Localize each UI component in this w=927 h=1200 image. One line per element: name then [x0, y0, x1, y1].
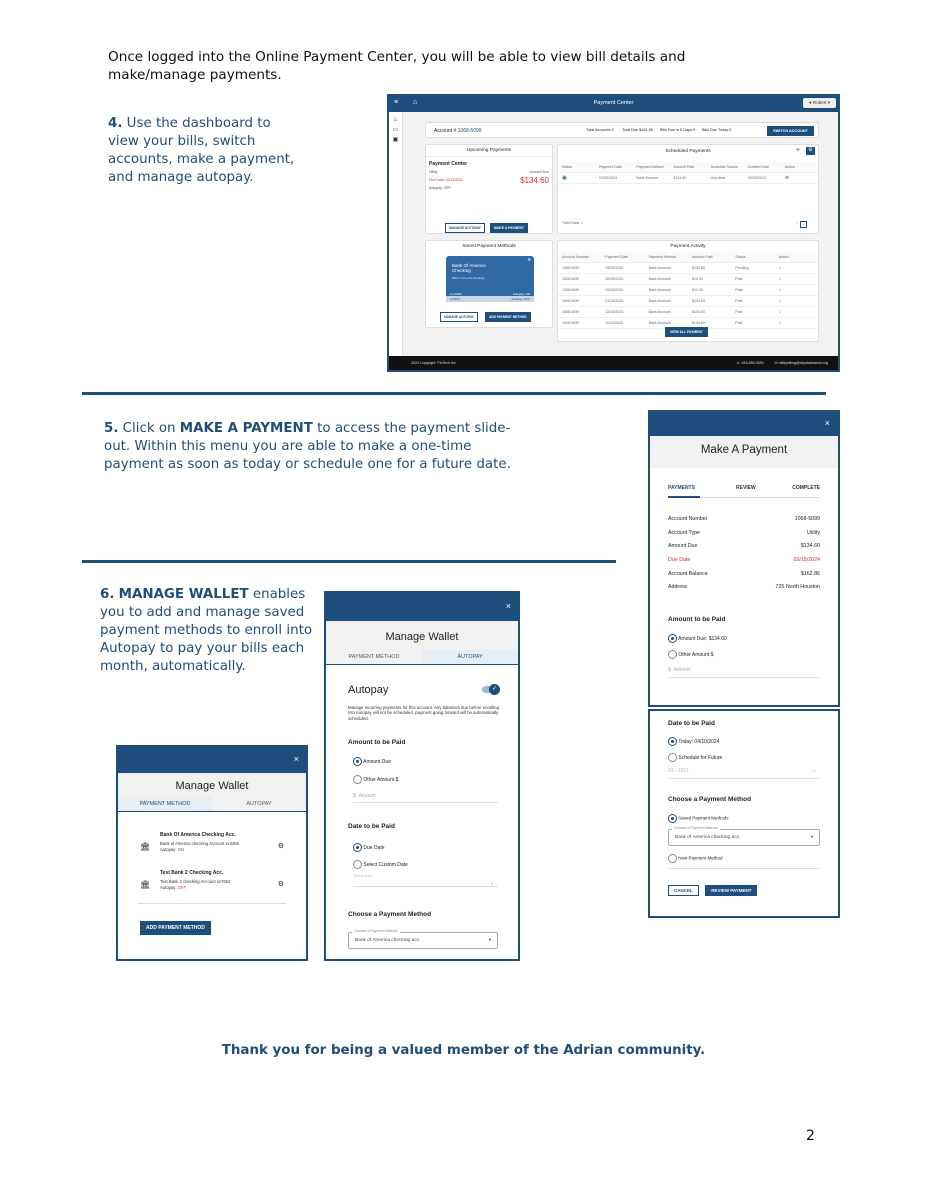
- sch-h-created: Created Date: [747, 165, 770, 169]
- sch-h-status: Status: [562, 165, 573, 169]
- list-item[interactable]: [138, 832, 286, 868]
- table-cell: 1068-5099: [562, 266, 580, 270]
- close-icon[interactable]: ×: [505, 601, 511, 611]
- autopay-status: ON: [177, 847, 184, 852]
- chevron-down-icon: ▼: [488, 937, 492, 942]
- other-amount-option[interactable]: [668, 650, 820, 659]
- activity-rows: [558, 263, 818, 329]
- mp-actions: [668, 879, 820, 897]
- user-menu[interactable]: ● Robert ▾: [803, 98, 836, 108]
- table-row: [558, 263, 818, 274]
- saved-methods-option[interactable]: [668, 814, 820, 823]
- payment-method-list: [118, 812, 306, 904]
- future-label: Schedule for Future: [678, 754, 723, 761]
- wallet-autopay-title: Manage Wallet: [326, 621, 518, 650]
- amount-input[interactable]: $ Amount: [668, 667, 820, 678]
- act-h-4: Status: [735, 255, 746, 259]
- amount-due-option-label: Amount Due: $134.60: [678, 635, 727, 642]
- summary-0: Total Accounts 2: [586, 128, 614, 132]
- bank-card-num: ⊟ x3456: [450, 292, 462, 296]
- upcoming-center: Payment Center: [429, 161, 468, 167]
- table-cell: 02/05/2024: [605, 277, 624, 281]
- email[interactable]: ✉ utilitybilling@cityofadrianmi.org: [774, 361, 828, 365]
- cancel-icon[interactable]: ⊗: [784, 175, 790, 181]
- step-5-number: 5.: [104, 421, 119, 436]
- radio-other-amount[interactable]: [668, 650, 677, 659]
- page-number: 2: [806, 1128, 815, 1144]
- tab-complete[interactable]: COMPLETE: [792, 485, 820, 491]
- dashboard-screenshot: [387, 94, 840, 372]
- download-icon[interactable]: ⇩: [778, 321, 782, 325]
- download-icon[interactable]: ⇩: [778, 266, 782, 270]
- table-cell: Paid: [735, 277, 743, 281]
- detail-label: Account Type: [668, 529, 700, 536]
- method-select-label: Choose a Payment Method: [674, 826, 718, 830]
- amount-placeholder: Amount: [673, 667, 691, 674]
- thank-you-text: Thank you for being a valued member of the Adrian community.: [221, 1043, 706, 1058]
- detail-value: Utility: [807, 529, 820, 536]
- detail-row: [668, 516, 820, 530]
- step-6-bold: MANAGE WALLET: [118, 587, 249, 602]
- method-desc: Test Bank 2 checking Account xx7654: [160, 879, 231, 884]
- wa-custom-date-option[interactable]: [353, 860, 408, 869]
- table-cell: Paid: [735, 321, 743, 325]
- detail-label: Due Date: [668, 557, 691, 564]
- wa-amount-due-option[interactable]: [353, 757, 391, 766]
- detail-label: Address: [668, 584, 688, 591]
- wa-date-section: Date to be Paid: [348, 823, 395, 830]
- wa-amount-input[interactable]: $ Amount: [353, 793, 498, 803]
- step-5-pre: Click on: [122, 421, 176, 436]
- intro-text: Once logged into the Online Payment Center, you will be able to view bill details and make/manage payments.: [108, 49, 686, 83]
- bank-card-autopay: Autopay: ON: [512, 292, 530, 296]
- detail-value: $134.60: [800, 543, 820, 550]
- divider-2: [82, 560, 616, 563]
- manage-autopay-button[interactable]: MANAGE AUTOPAY: [445, 223, 485, 233]
- sch-cell: 03/05/2024: [747, 176, 766, 180]
- wa-other-amount-label: Other Amount $: [363, 776, 399, 783]
- table-row: [558, 307, 818, 318]
- detail-row: [668, 571, 820, 585]
- step-4-text: [108, 115, 298, 187]
- table-cell: 1068-5099: [562, 310, 580, 314]
- other-amount-label: Other Amount $: [678, 651, 714, 658]
- sch-h-action: Action: [784, 165, 795, 169]
- table-cell: $10.91: [691, 277, 703, 281]
- detail-row: [668, 543, 820, 557]
- scheduled-header-row: [558, 162, 818, 173]
- table-cell: Bank Account: [648, 321, 671, 325]
- scheduled-footer: Total Rows: 1: [562, 221, 584, 225]
- wa-select-date-label: Select Date: [353, 874, 373, 878]
- bill-icon[interactable]: ▭: [392, 127, 399, 133]
- autopay-description: Manage recurring payments for this account. Any balances due before enrolling into Autopay will not be scheduled, payment going forward will be automatically scheduled.: [348, 705, 499, 721]
- wallet-methods-tabs: [118, 797, 306, 812]
- wa-method-section: Choose a Payment Method: [348, 911, 432, 918]
- detail-label: Amount Due: [668, 543, 698, 550]
- wa-amount-due-label: Amount Due: [363, 758, 391, 765]
- gear-icon[interactable]: ⚙: [277, 881, 284, 888]
- add-payment-method-button[interactable]: ADD PAYMENT METHOD: [485, 312, 531, 322]
- table-cell: Paid: [735, 310, 743, 314]
- detail-value: 725 North Houston: [775, 584, 820, 591]
- phone[interactable]: ☏ 616-890-9091: [736, 361, 764, 365]
- toggle-check-icon: ✓: [489, 684, 500, 695]
- wa-method-select[interactable]: [348, 929, 498, 949]
- download-icon[interactable]: ⇩: [778, 277, 782, 281]
- home-icon[interactable]: ⌂: [393, 117, 398, 123]
- tab-autopay[interactable]: AUTOPAY: [422, 650, 518, 664]
- upcoming-type: Utility: [429, 170, 438, 174]
- amount-due-option[interactable]: [668, 634, 820, 643]
- table-cell: $134.60: [691, 266, 705, 270]
- table-row: [558, 285, 818, 296]
- wa-amount-placeholder: Amount: [358, 793, 376, 799]
- sch-cell: One-time: [710, 176, 726, 180]
- download-icon[interactable]: ⇩: [778, 310, 782, 314]
- method-desc: Bank of America checking Account xx3456: [160, 841, 239, 846]
- radio-due-date[interactable]: [353, 843, 362, 852]
- add-icon[interactable]: +: [795, 147, 800, 154]
- radio-saved[interactable]: [668, 814, 677, 823]
- summary-1: Total Due $162.86: [622, 128, 653, 132]
- logo-icon: ⌂: [413, 99, 418, 106]
- switch-account-button[interactable]: SWITCH ACCOUNT: [767, 126, 814, 136]
- dashboard-footer: [389, 356, 838, 370]
- activity-header-row: [558, 252, 818, 263]
- upcoming-title: Upcoming Payments: [426, 145, 552, 157]
- wa-select-date[interactable]: [353, 874, 498, 887]
- tab-payments[interactable]: PAYMENTS: [668, 485, 695, 491]
- table-cell: Paid: [735, 288, 743, 292]
- summary-2: Bills Due in 5 Days 0: [660, 128, 696, 132]
- table-cell: $12.40: [691, 288, 703, 292]
- add-payment-method-button[interactable]: ADD PAYMENT METHOD: [140, 921, 211, 935]
- act-h-1: Payment Date: [605, 255, 629, 259]
- saved-manage-autopay-button[interactable]: MANAGE AUTOPAY: [440, 312, 478, 322]
- make-payment-title: Make A Payment: [650, 436, 838, 468]
- today-label: Today: 04/10/2024: [678, 738, 720, 745]
- act-h-5: Action: [778, 255, 789, 259]
- summary-3: Bills Due Today 0: [702, 128, 732, 132]
- method-autopay: Autopay: ON: [160, 847, 184, 852]
- table-row: [558, 296, 818, 307]
- wa-due-date-label: Due Date: [363, 844, 385, 851]
- wallet-methods-title: Manage Wallet: [118, 773, 306, 797]
- radio-amount-due[interactable]: [668, 634, 677, 643]
- table-cell: Bank Account: [648, 288, 671, 292]
- table-cell: Bank Account: [648, 266, 671, 270]
- future-option[interactable]: [668, 753, 820, 762]
- radio-future[interactable]: [668, 753, 677, 762]
- wa-due-date-option[interactable]: [353, 843, 385, 852]
- table-cell: $134.60: [691, 299, 705, 303]
- account-number[interactable]: 1068-5099: [457, 128, 482, 134]
- make-payment-header: [650, 412, 838, 436]
- table-row: [558, 274, 818, 285]
- upcoming-due-date: Due Date: 03/15/2024: [429, 178, 464, 182]
- table-cell: Bank Account: [648, 310, 671, 314]
- table-cell: 02/04/2024: [605, 288, 624, 292]
- step-5-body: to access the payment slide-out. Within this menu you are able to make a one-time payment as soon as today or schedule one for a future date.: [104, 421, 511, 472]
- sch-cell: Bank Account: [636, 176, 659, 180]
- radio-new[interactable]: [668, 854, 677, 863]
- method-autopay: Autopay: OFF: [160, 885, 187, 890]
- table-cell: 03/05/2024: [605, 266, 624, 270]
- tab-payment-method[interactable]: PAYMENT METHOD: [348, 654, 400, 660]
- table-cell: 01/15/2024: [605, 299, 624, 303]
- tab-payment-method[interactable]: PAYMENT METHOD: [118, 797, 212, 811]
- saved-title: Saved Payment Methods: [462, 244, 516, 249]
- user-name: Robert: [812, 100, 827, 105]
- detail-row: [668, 530, 820, 544]
- cancel-button[interactable]: CANCEL: [668, 885, 699, 896]
- sch-h-amount: Amount Paid: [673, 165, 694, 169]
- pagination-page[interactable]: ›: [800, 221, 807, 228]
- bank-icon: 🏛: [140, 842, 151, 851]
- wallet-autopay-panel: [324, 591, 520, 961]
- account-label: Account # 1068-5099: [434, 128, 482, 134]
- review-payment-button[interactable]: REVIEW PAYMENT: [705, 885, 757, 896]
- date-placeholder: 03 / 2021: [668, 768, 689, 774]
- new-method-option[interactable]: [668, 854, 820, 869]
- dashboard-topbar: [389, 96, 838, 112]
- wa-other-amount-option[interactable]: [353, 775, 398, 784]
- table-cell: 1068-5099: [562, 299, 580, 303]
- table-cell: Bank Account: [648, 277, 671, 281]
- side-rail: [389, 112, 403, 356]
- table-cell: 1068-5099: [562, 288, 580, 292]
- detail-value: $162.86: [800, 570, 820, 577]
- make-payment-tabs: [668, 468, 820, 498]
- upcoming-amount-label: Amount Due: [529, 170, 549, 174]
- wa-method-label: Choose a Payment Method: [354, 929, 398, 933]
- payment-method-select[interactable]: [668, 826, 820, 846]
- scheduled-title: Scheduled Payments: [665, 149, 711, 154]
- sch-cell: $134.60: [673, 176, 687, 180]
- step-5-text: [104, 420, 524, 474]
- table-cell: 11/15/2023: [605, 321, 624, 325]
- today-option[interactable]: [668, 737, 820, 746]
- method-section-title: Choose a Payment Method: [668, 796, 752, 803]
- radio-custom-date[interactable]: [353, 860, 362, 869]
- make-payment-panel-lower: [648, 709, 840, 918]
- wallet-methods-header: [118, 747, 306, 773]
- step-6-text: [100, 586, 315, 676]
- close-icon[interactable]: ×: [824, 418, 830, 428]
- detail-label: Account Balance: [668, 570, 708, 577]
- date-section-title: Date to be Paid: [668, 720, 715, 727]
- radio-today[interactable]: [668, 737, 677, 746]
- wa-custom-date-label: Select Custom Date: [363, 861, 408, 868]
- menu-icon[interactable]: ≡: [394, 99, 399, 106]
- chevron-down-icon: ▼: [810, 834, 814, 839]
- act-h-2: Payment Method: [648, 255, 676, 259]
- upcoming-payments-card: [425, 144, 553, 234]
- step-5-bold: MAKE A PAYMENT: [179, 421, 313, 436]
- view-all-payment-button[interactable]: VIEW ALL PAYMENT: [665, 327, 708, 337]
- calendar-icon[interactable]: ▭: [811, 768, 816, 774]
- gear-icon[interactable]: ⚙: [277, 843, 284, 850]
- sch-h-method: Payment Method: [636, 165, 664, 169]
- wa-amount-section: Amount to be Paid: [348, 739, 406, 746]
- act-h-3: Amount Paid: [691, 255, 713, 259]
- table-cell: 12/15/2023: [605, 310, 624, 314]
- detail-label: Account Number: [668, 516, 708, 522]
- wallet-methods-panel: [116, 745, 308, 961]
- detail-row: [668, 584, 820, 598]
- method-name: Test Bank 2 Checking Acc.: [160, 870, 224, 876]
- make-payment-panel: [648, 410, 840, 707]
- payment-activity-card: [557, 240, 819, 342]
- table-cell: $134.60: [691, 310, 705, 314]
- dashboard-title: Payment Center: [593, 100, 634, 106]
- detail-value: 03/15/2024: [793, 557, 820, 564]
- step-6-number: 6.: [100, 587, 115, 602]
- pagination-next-icon[interactable]: ‹: [796, 221, 798, 227]
- download-icon[interactable]: ⇩: [778, 299, 782, 303]
- tab-review[interactable]: REVIEW: [736, 485, 756, 491]
- tab-autopay[interactable]: AUTOPAY: [246, 801, 272, 807]
- amount-section-title: Amount to be Paid: [668, 616, 726, 624]
- bank-card-2-autopay: Autopay: OFF: [511, 297, 530, 301]
- saved-label: Saved Payment Methods: [678, 815, 729, 821]
- copyright: 2024 Copyright: FinTech Inc.: [411, 361, 457, 365]
- card-gear-icon[interactable]: ⚙: [527, 257, 531, 262]
- autopay-title: Autopay: [348, 684, 389, 696]
- radio-amount-due[interactable]: [353, 757, 362, 766]
- active-tab-indicator: [668, 496, 700, 498]
- future-date-input[interactable]: [668, 768, 820, 779]
- table-cell: 1068-5099: [562, 277, 580, 281]
- table-cell: Bank Account: [648, 299, 671, 303]
- bank-card-2-num: xx7654: [450, 297, 460, 301]
- table-row: [558, 173, 818, 184]
- method-select-value: Bank of America checking acc.: [675, 835, 741, 840]
- wallet-autopay-tabs: [326, 650, 518, 665]
- sch-cell: 03/05/2024: [599, 176, 618, 180]
- bank-card[interactable]: [446, 256, 534, 302]
- method-name: Bank Of America Checking Acc.: [160, 832, 236, 838]
- list-item[interactable]: [138, 870, 286, 904]
- close-icon[interactable]: ×: [293, 754, 299, 764]
- bank-card-name: Bank Of America Checking: [452, 263, 486, 273]
- bank-card-2-strip[interactable]: [446, 296, 534, 302]
- table-cell: Paid: [735, 299, 743, 303]
- divider-1: [82, 392, 826, 395]
- detail-value: 1068-5099: [794, 516, 820, 522]
- calendar-icon: ▣: [562, 175, 567, 181]
- act-h-0: Account Number: [562, 255, 589, 259]
- make-payment-button[interactable]: MAKE A PAYMENT: [490, 223, 528, 233]
- radio-other-amount[interactable]: [353, 775, 362, 784]
- chevron-down-icon: ▼: [490, 882, 494, 886]
- gear-icon[interactable]: ⚙: [806, 147, 815, 155]
- wallet-autopay-header: [326, 593, 518, 621]
- bank-card-sub: Bank of America checking: [452, 276, 485, 280]
- table-cell: 1068-5099: [562, 321, 580, 325]
- new-label: New Payment Method: [678, 855, 723, 861]
- table-cell: Pending: [735, 266, 749, 270]
- sch-h-source: Schedule Source: [710, 165, 738, 169]
- autopay-status: OFF: [177, 885, 187, 890]
- account-bar: [425, 122, 819, 138]
- autopay-toggle[interactable]: [482, 686, 498, 693]
- account-details: [668, 516, 820, 598]
- wallet-icon[interactable]: ▣: [392, 137, 399, 143]
- bank-icon: 🏛: [140, 880, 151, 889]
- step-4-number: 4.: [108, 116, 123, 131]
- upcoming-amount: $134.60: [520, 176, 549, 185]
- wa-method-value: Bank of America checking acc.: [355, 938, 421, 943]
- table-cell: $134.60: [691, 321, 705, 325]
- step-4-body: Use the dashboard to view your bills, switch accounts, make a payment, and manage autopay.: [108, 116, 295, 185]
- scheduled-payments-card: [557, 144, 819, 234]
- download-icon[interactable]: ⇩: [778, 288, 782, 292]
- sch-h-date: Payment Date: [599, 165, 622, 169]
- activity-title: Payment Activity: [670, 244, 706, 249]
- step-6-body: enables you to add and manage saved payment methods to enroll into Autopay to pay your bills each month, automatically.: [100, 587, 313, 674]
- upcoming-status: Autopay: OFF: [429, 186, 451, 190]
- detail-row: [668, 557, 820, 571]
- saved-methods-card: [425, 240, 553, 328]
